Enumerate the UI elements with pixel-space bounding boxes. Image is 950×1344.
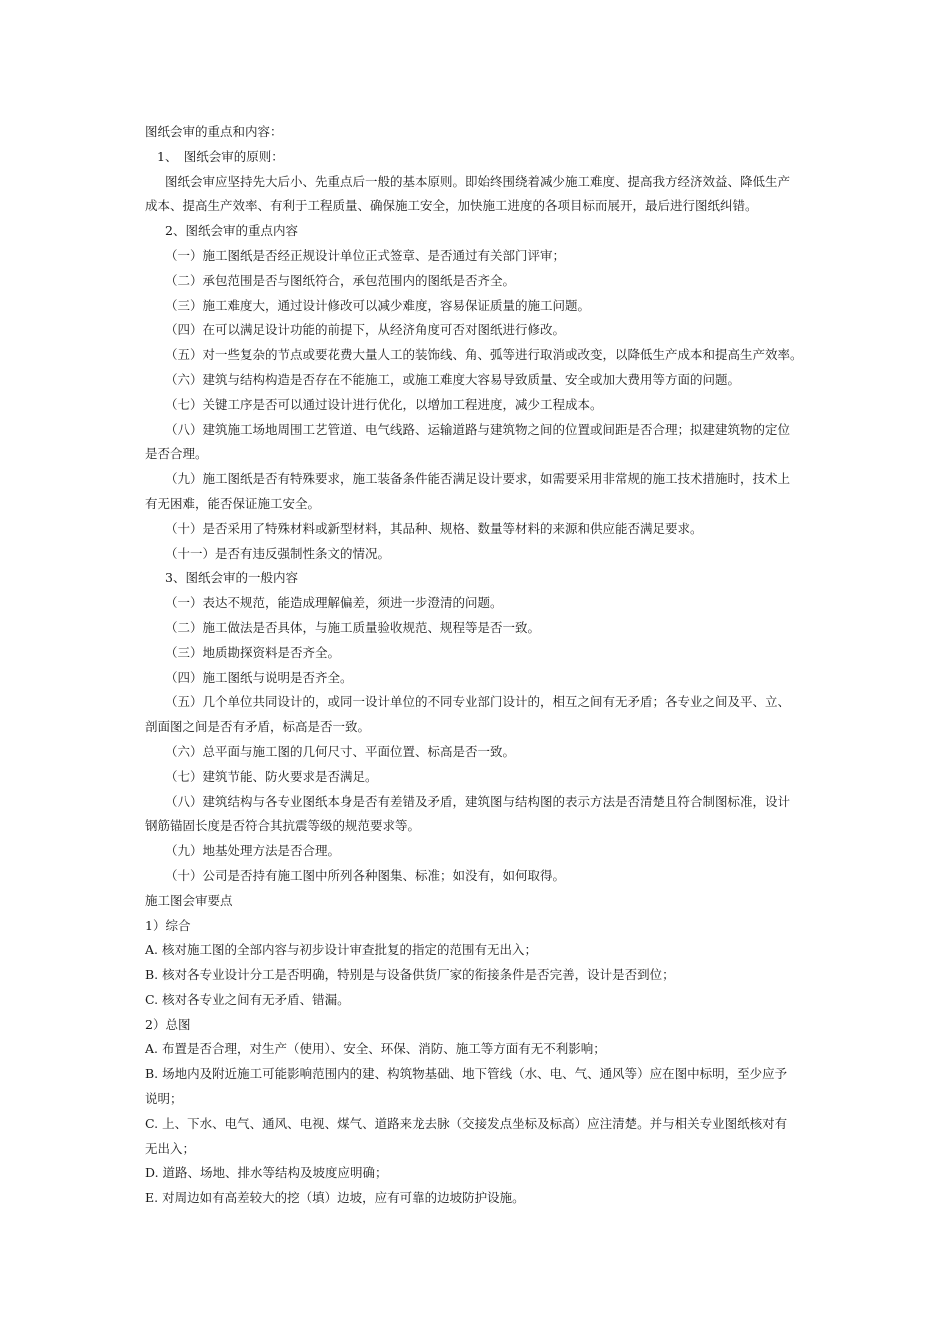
text-line: （六）建筑与结构构造是否存在不能施工，或施工难度大容易导致质量、安全或加大费用等方面的问题。	[165, 371, 741, 387]
text-line: （七）关键工序是否可以通过设计进行优化，以增加工程进度，减少工程成本。	[165, 396, 603, 412]
text-line: （五）对一些复杂的节点或要花费大量人工的装饰线、角、弧等进行取消或改变，以降低生产成本和提高生产效率。	[165, 347, 803, 363]
text-line: 3、图纸会审的一般内容	[165, 570, 298, 586]
text-line: （四）施工图纸与说明是否齐全。	[165, 669, 353, 685]
text-line: A. 核对施工图的全部内容与初步设计审查批复的指定的范围有无出入；	[145, 942, 537, 958]
text-line: （二）施工做法是否具体，与施工质量验收规范、规程等是否一致。	[165, 619, 541, 635]
text-line: 2）总图	[145, 1016, 191, 1032]
text-line: （一）表达不规范，能造成理解偏差，须进一步澄清的问题。	[165, 595, 503, 611]
text-line: E. 对周边如有高差较大的挖（填）边坡，应有可靠的边坡防护设施。	[145, 1190, 525, 1206]
text-line: C. 上、下水、电气、通风、电视、煤气、道路来龙去脉（交接发点坐标及标高）应注清楚。并与相关专业图纸核对有	[145, 1115, 788, 1131]
text-line: 说明；	[145, 1091, 183, 1107]
text-line: （十）公司是否持有施工图中所列各种图集、标准；如没有，如何取得。	[165, 867, 566, 883]
text-line: （三）地质勘探资料是否齐全。	[165, 644, 341, 660]
text-line: 有无困难，能否保证施工安全。	[145, 495, 321, 511]
text-line: D. 道路、场地、排水等结构及坡度应明确；	[145, 1165, 388, 1181]
text-line: 图纸会审的重点和内容：	[145, 124, 283, 139]
text-line: （九）施工图纸是否有特殊要求，施工装备条件能否满足设计要求，如需要采用非常规的施工技术措施时，技术上	[165, 471, 791, 487]
text-line: （八）建筑结构与各专业图纸本身是否有差错及矛盾，建筑图与结构图的表示方法是否清楚且符合制图标准，设计	[165, 793, 791, 809]
text-line: 剖面图之间是否有矛盾，标高是否一致。	[145, 719, 371, 735]
text-line: （十一）是否有违反强制性条文的情况。	[165, 545, 391, 561]
text-line: A. 布置是否合理，对生产（使用）、安全、环保、消防、施工等方面有无不利影响；	[145, 1041, 606, 1057]
text-line: B. 核对各专业设计分工是否明确，特别是与设备供货厂家的衔接条件是否完善，设计是否到位；	[145, 967, 675, 983]
text-line: B. 场地内及附近施工可能影响范围内的建、构筑物基础、地下管线（水、电、气、通风等）应在图中标明，至少应予	[145, 1066, 788, 1082]
text-line: 成本、提高生产效率、有利于工程质量、确保施工安全，加快施工进度的各项目标而展开，最后进行图纸纠错。	[145, 198, 758, 214]
text-line: 施工图会审要点	[145, 892, 233, 908]
text-line: 1）综合	[145, 917, 191, 933]
text-line: （三）施工难度大，通过设计修改可以减少难度，容易保证质量的施工问题。	[165, 297, 591, 313]
text-line: （五）几个单位共同设计的，或同一设计单位的不同专业部门设计的，相互之间有无矛盾；各专业之间及平、立、	[165, 694, 791, 710]
text-line: 1、 图纸会审的原则：	[157, 148, 284, 164]
text-line: （八）建筑施工场地周围工艺管道、电气线路、运输道路与建筑物之间的位置或间距是否合理；拟建建筑物的定位	[165, 421, 791, 437]
text-line: （十）是否采用了特殊材料或新型材料，其品种、规格、数量等材料的来源和供应能否满足要求。	[165, 520, 703, 536]
text-line: C. 核对各专业之间有无矛盾、错漏。	[145, 991, 350, 1007]
text-line: （一）施工图纸是否经正规设计单位正式签章、是否通过有关部门评审；	[165, 247, 566, 263]
document-body	[145, 120, 815, 1211]
text-line: （六）总平面与施工图的几何尺寸、平面位置、标高是否一致。	[165, 743, 516, 759]
text-line: 图纸会审应坚持先大后小、先重点后一般的基本原则。即始终围绕着减少施工难度、提高我方经济效益、降低生产	[165, 173, 791, 189]
text-line: （七）建筑节能、防火要求是否满足。	[165, 768, 378, 784]
text-line: （二）承包范围是否与图纸符合，承包范围内的图纸是否齐全。	[165, 272, 516, 288]
text-line: （九）地基处理方法是否合理。	[165, 843, 341, 859]
text-line: 2、图纸会审的重点内容	[165, 223, 298, 239]
text-line: 钢筋锚固长度是否符合其抗震等级的规范要求等。	[145, 818, 421, 834]
text-line: 是否合理。	[145, 446, 208, 462]
text-line: （四）在可以满足设计功能的前提下，从经济角度可否对图纸进行修改。	[165, 322, 566, 338]
text-line: 无出入；	[145, 1140, 196, 1156]
